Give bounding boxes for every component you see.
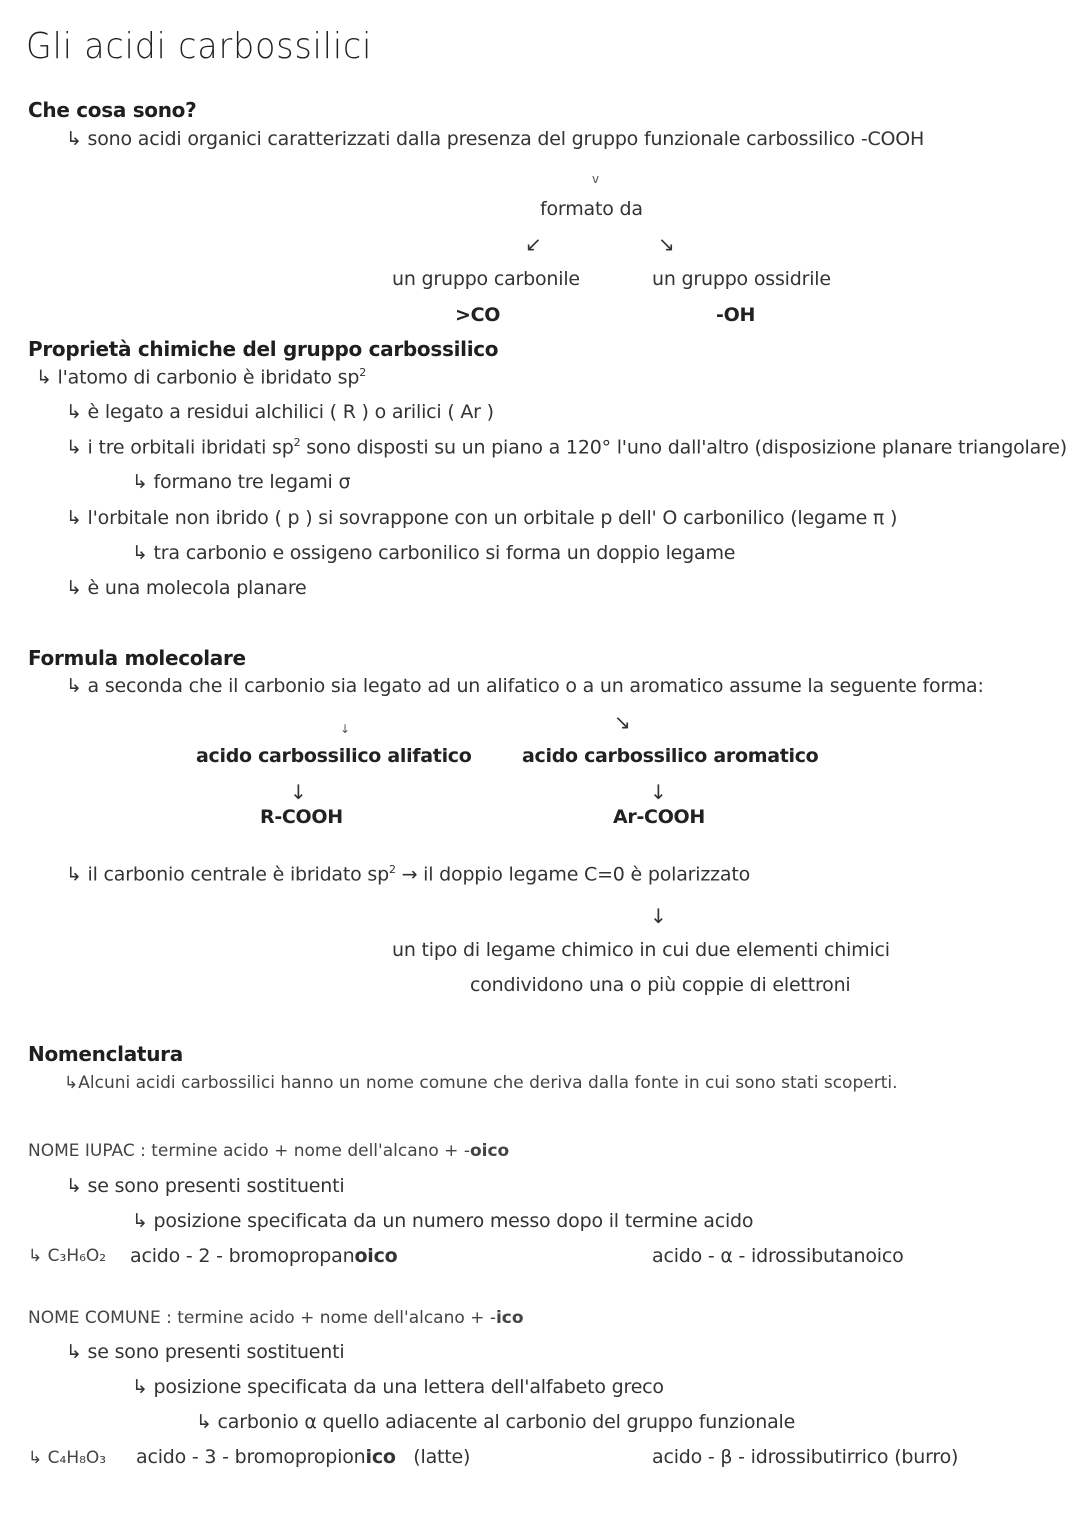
nomenclature-intro: ↳Alcuni acidi carbossilici hanno un nome comune che deriva dalla fonte in cui sono stati scoperti.: [64, 1073, 898, 1093]
arrow-down-right-icon: ↘: [614, 710, 631, 734]
arrow-down-left-icon: ↙: [525, 232, 542, 256]
page-title: Gli acidi carbossilici: [26, 26, 373, 67]
iupac-position: ↳ posizione specificata da un numero messo dopo il termine acido: [132, 1210, 754, 1232]
central-carbon-line: ↳ il carbonio centrale è ibridato $sp^2$ → il doppio legame C=0 è polarizzato: [66, 863, 751, 886]
common-substituents: ↳ se sono presenti sostituenti: [66, 1341, 345, 1363]
heading-molecular-formula: Formula molecolare: [28, 646, 246, 670]
aromatic-acid-label: acido carbossilico aromatico: [522, 745, 819, 767]
common-name-rule: NOME COMUNE : termine acido + nome dell'alcano + -ico: [28, 1308, 524, 1328]
example-1-formula: ↳ C₃H₆O₂: [28, 1246, 107, 1266]
iupac-rule: NOME IUPAC : termine acido + nome dell'alcano + -oico: [28, 1141, 510, 1161]
arrow-down-icon: ↓: [290, 780, 307, 804]
example-2-name: acido - 3 - bromopropionico (latte): [136, 1446, 471, 1468]
heading-chemical-properties: Proprietà chimiche del gruppo carbossilico: [28, 337, 499, 361]
heading-what-are: Che cosa sono?: [28, 98, 197, 122]
arrow-down-right-icon: ↘: [658, 232, 675, 256]
tick-mark: v: [592, 172, 600, 186]
property-line-4: ↳ formano tre legami σ: [132, 471, 351, 493]
iupac-substituents: ↳ se sono presenti sostituenti: [66, 1175, 345, 1197]
common-position: ↳ posizione specificata da una lettera dell'alfabeto greco: [132, 1376, 664, 1398]
property-line-7: ↳ è una molecola planare: [66, 577, 307, 599]
heading-nomenclature: Nomenclatura: [28, 1042, 183, 1066]
definition-line: ↳ sono acidi organici caratterizzati dalla presenza del gruppo funzionale carbossilico -COOH: [66, 128, 925, 150]
hydroxyl-group-label: un gruppo ossidrile: [652, 268, 831, 290]
aromatic-formula: Ar-COOH: [613, 806, 706, 828]
property-line-3: ↳ i tre orbitali ibridati $sp^2$ sono disposti su un piano a 120° l'uno dall'altro (disposizione planare triangolare): [66, 436, 1067, 459]
example-2-formula: ↳ C₄H₈O₃: [28, 1448, 107, 1468]
bond-definition-1: un tipo di legame chimico in cui due elementi chimici: [392, 939, 890, 961]
arrow-down-icon: ↓: [650, 780, 667, 804]
formed-by-label: formato da: [540, 198, 643, 220]
aliphatic-acid-label: acido carbossilico alifatico: [196, 745, 472, 767]
property-line-5: ↳ l'orbitale non ibrido ( p ) si sovrappone con un orbitale p dell' O carbonilico (legame π ): [66, 507, 898, 529]
arrow-down-icon: ↓: [650, 904, 667, 928]
property-line-2: ↳ è legato a residui alchilici ( R ) o arilici ( Ar ): [66, 401, 494, 423]
arrow-down-icon: ↓: [340, 722, 351, 736]
hydroxyl-formula: -OH: [716, 304, 756, 326]
aliphatic-formula: R-COOH: [260, 806, 343, 828]
bond-definition-2: condividono una o più coppie di elettroni: [470, 974, 851, 996]
formula-intro-line: ↳ a seconda che il carbonio sia legato ad un alifatico o a un aromatico assume la seguente forma:: [66, 675, 984, 697]
example-1-alt-name: acido - α - idrossibutanoico: [652, 1245, 904, 1267]
property-line-6: ↳ tra carbonio e ossigeno carbonilico si forma un doppio legame: [132, 542, 736, 564]
example-2-alt-name: acido - β - idrossibutirrico (burro): [652, 1446, 959, 1468]
alpha-carbon-note: ↳ carbonio α quello adiacente al carbonio del gruppo funzionale: [196, 1411, 796, 1433]
example-1-name: acido - 2 - bromopropanoico: [130, 1245, 398, 1267]
property-line-1: ↳ l'atomo di carbonio è ibridato $sp^2$: [36, 366, 367, 389]
carbonyl-formula: >CO: [455, 304, 501, 326]
carbonyl-group-label: un gruppo carbonile: [392, 268, 580, 290]
